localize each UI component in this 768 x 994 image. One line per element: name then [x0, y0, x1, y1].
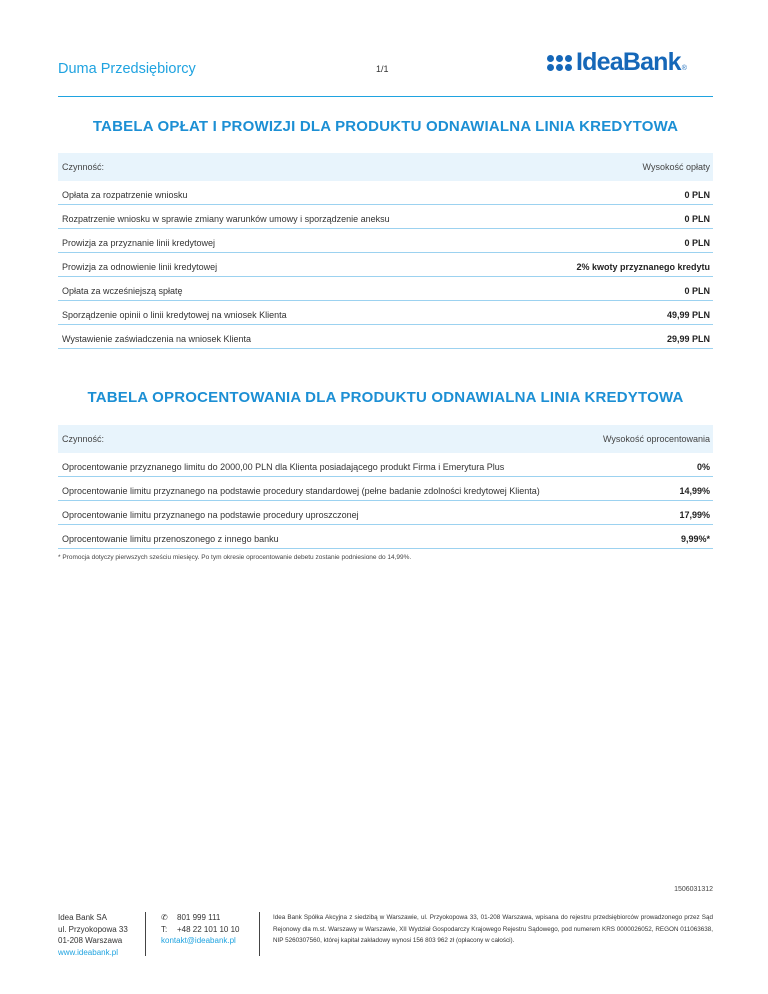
fee-row: [58, 301, 713, 325]
fees-col-action: Czynność:: [62, 162, 105, 172]
fees-table: [58, 153, 713, 349]
fees-col-value: Wysokość opłaty: [642, 162, 710, 172]
street-address: ul. Przyokopowa 33: [58, 924, 128, 934]
footer-divider-1: [145, 912, 146, 956]
idea-bank-logo: [547, 50, 687, 75]
fee-row-value: 0 PLN: [684, 214, 710, 224]
phone-landline: +48 22 101 10 10: [177, 924, 240, 934]
registered-mark: ®: [681, 65, 687, 72]
fee-row-value: 0 PLN: [684, 190, 710, 200]
footer-divider-2: [259, 912, 260, 956]
interest-row: [58, 501, 713, 525]
document-number: 1506031312: [674, 886, 713, 893]
interest-row: [58, 477, 713, 501]
fee-row-label: Opłata za rozpatrzenie wniosku: [62, 190, 188, 200]
fee-row: [58, 229, 713, 253]
interest-col-action: Czynność:: [62, 434, 105, 444]
interest-table-title: TABELA OPROCENTOWANIA DLA PRODUKTU ODNAWIALNA LINIA KREDYTOWA: [87, 389, 684, 406]
fee-row: [58, 205, 713, 229]
fee-row: [58, 277, 713, 301]
fee-row-label: Rozpatrzenie wniosku w sprawie zmiany warunków umowy i sporządzenie aneksu: [62, 214, 390, 224]
page-number: 1/1: [376, 64, 389, 74]
interest-table: [58, 425, 713, 549]
footer-address: [58, 912, 128, 958]
fee-row-label: Prowizja za odnowienie linii kredytowej: [62, 262, 218, 272]
interest-row: [58, 525, 713, 549]
fee-row-label: Opłata za wcześniejszą spłatę: [62, 286, 183, 296]
interest-row-label: Oprocentowanie limitu przyznanego na podstawie procedury uproszczonej: [62, 510, 359, 520]
phone-hotline: 801 999 111: [177, 913, 221, 922]
legal-notice: Idea Bank Spółka Akcyjna z siedzibą w Warszawie, ul. Przyokopowa 33, 01-208 Warszawa, wpisana do rejestru przedsiębiorców prowadzonego przez Sąd Rejonowy dla m.st. Warszawy w Warszawie, XII Wydział Gospodarczy Krajowego Rejestru Sądowego, pod numerem KRS 0000026052, REGON 011063638, NIP 5260307560, której kapitał zakładowy wynosi 156 803 962 zł (opłacony w całości).: [273, 914, 713, 944]
header-divider: [58, 96, 713, 97]
fee-row-label: Wystawienie zaświadczenia na wniosek Klienta: [62, 334, 252, 344]
phone-label: T:: [161, 924, 168, 934]
interest-row-label: Oprocentowanie limitu przenoszonego z innego banku: [62, 534, 279, 544]
fee-row: [58, 253, 713, 277]
interest-row-value: 14,99%: [679, 486, 710, 496]
fee-row-value: 29,99 PLN: [666, 334, 710, 344]
fee-row: [58, 181, 713, 205]
fee-row-label: Sporządzenie opinii o linii kredytowej na wniosek Klienta: [62, 310, 287, 320]
fees-table-title: TABELA OPŁAT I PROWIZJI DLA PRODUKTU ODNAWIALNA LINIA KREDYTOWA: [92, 118, 679, 135]
promo-footnote: * Promocja dotyczy pierwszych sześciu miesięcy. Po tym okresie oprocentowanie debetu zostanie podniesione do 14,99%.: [58, 554, 412, 561]
interest-row-value: 9,99%*: [680, 534, 710, 544]
company-name: Idea Bank SA: [58, 913, 107, 922]
footer-contact: [161, 912, 240, 947]
interest-row-value: 17,99%: [679, 510, 710, 520]
fees-table-header: [58, 153, 713, 181]
fee-row-value: 2% kwoty przyznanego kredytu: [576, 262, 710, 272]
fee-row-label: Prowizja za przyznanie linii kredytowej: [62, 238, 216, 248]
fee-row-value: 0 PLN: [684, 238, 710, 248]
interest-row: [58, 453, 713, 477]
interest-row-value: 0%: [696, 462, 710, 472]
logo-dots-icon: [547, 55, 572, 71]
city-address: 01-208 Warszawa: [58, 936, 123, 945]
phone-icon: ✆: [161, 913, 168, 922]
brand-name: Duma Przedsiębiorcy: [58, 61, 196, 77]
fee-row-value: 49,99 PLN: [666, 310, 710, 320]
email-link[interactable]: kontakt@ideabank.pl: [161, 936, 236, 945]
interest-row-label: Oprocentowanie limitu przyznanego na podstawie procedury standardowej (pełne badanie zdolności kredytowej Klienta): [62, 486, 540, 496]
interest-table-header: [58, 425, 713, 453]
logo-text: IdeaBank: [576, 48, 681, 76]
website-link[interactable]: www.ideabank.pl: [58, 947, 119, 957]
interest-col-value: Wysokość oprocentowania: [603, 434, 710, 444]
fee-row-value: 0 PLN: [684, 286, 710, 296]
interest-row-label: Oprocentowanie przyznanego limitu do 2000,00 PLN dla Klienta posiadającego produkt Firma i Emerytura Plus: [62, 462, 505, 472]
fee-row: [58, 325, 713, 349]
